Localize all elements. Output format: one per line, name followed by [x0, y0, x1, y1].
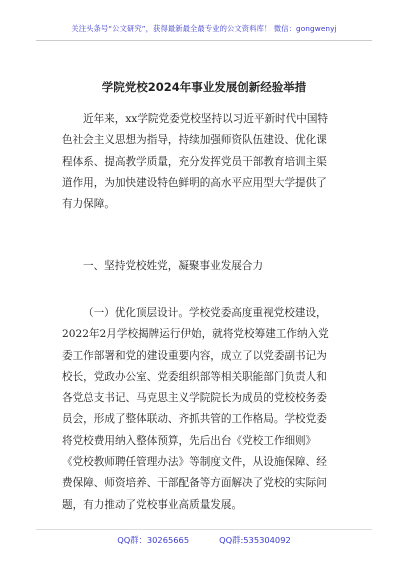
- paragraph-line: 2022年2月学校揭牌运行伊始，就将党校筹建工作纳入党: [62, 328, 329, 341]
- header-divider: [36, 40, 372, 41]
- paragraph-line: 色社会主义思想为指导，持续加强师资队伍建设、优化课: [62, 134, 327, 147]
- section-heading: [62, 256, 362, 277]
- paragraph-line: 近年来，xx学院党委党校坚持以习近平新时代中国特: [83, 113, 329, 125]
- paragraph-line: 各党总支书记、马克思主义学院院长为成员的党校校务委: [62, 392, 327, 405]
- intro-paragraph: [62, 109, 362, 215]
- paragraph-line: 将党校费用纳入整体预算，先后出台《党校工作细则》: [62, 434, 317, 447]
- paragraph-line: 员会，形成了整体联动、齐抓共管的工作格局。学校党委: [62, 413, 327, 426]
- paragraph-line: 题，有力推动了党校事业高质量发展。: [62, 498, 243, 511]
- document-title: 学院党校2024年事业发展创新经验举措: [101, 80, 307, 94]
- header-promo-note: 关注头条号“公文研究”，获得最新最全最专业的公文资料库！ 微信：gongwenyj: [71, 24, 337, 33]
- paragraph-line: 程体系、提高教学质量，充分发挥党员干部教育培训主渠: [62, 155, 327, 168]
- paragraph-line: 校长，党政办公室、党委组织部等相关职能部门负责人和: [62, 370, 327, 383]
- paragraph-line: 《党校教师聘任管理办法》等制度文件，从设施保障、经: [62, 456, 327, 469]
- footer-qq-group-2: QQ群:535304092: [219, 535, 291, 545]
- paragraph-line: （一）优化顶层设计。学校党委高度重视党校建设，: [83, 307, 327, 319]
- footer-divider: [36, 529, 372, 530]
- paragraph-line: 道作用，为加快建设特色鲜明的高水平应用型大学提供了: [62, 176, 327, 189]
- section-heading-text: 一、坚持党校姓党，凝聚事业发展合力: [83, 260, 264, 272]
- paragraph-line: 费保障、师资培养、干部配备等方面解决了党校的实际问: [62, 477, 327, 490]
- footer-qq-group-1: QQ群：30265665: [117, 535, 190, 545]
- footer: [0, 534, 408, 546]
- paragraph-line: 委工作部署和党的建设重要内容，成立了以党委副书记为: [62, 349, 327, 362]
- paragraph-line: 有力保障。: [62, 198, 115, 211]
- section-paragraph: [62, 303, 362, 516]
